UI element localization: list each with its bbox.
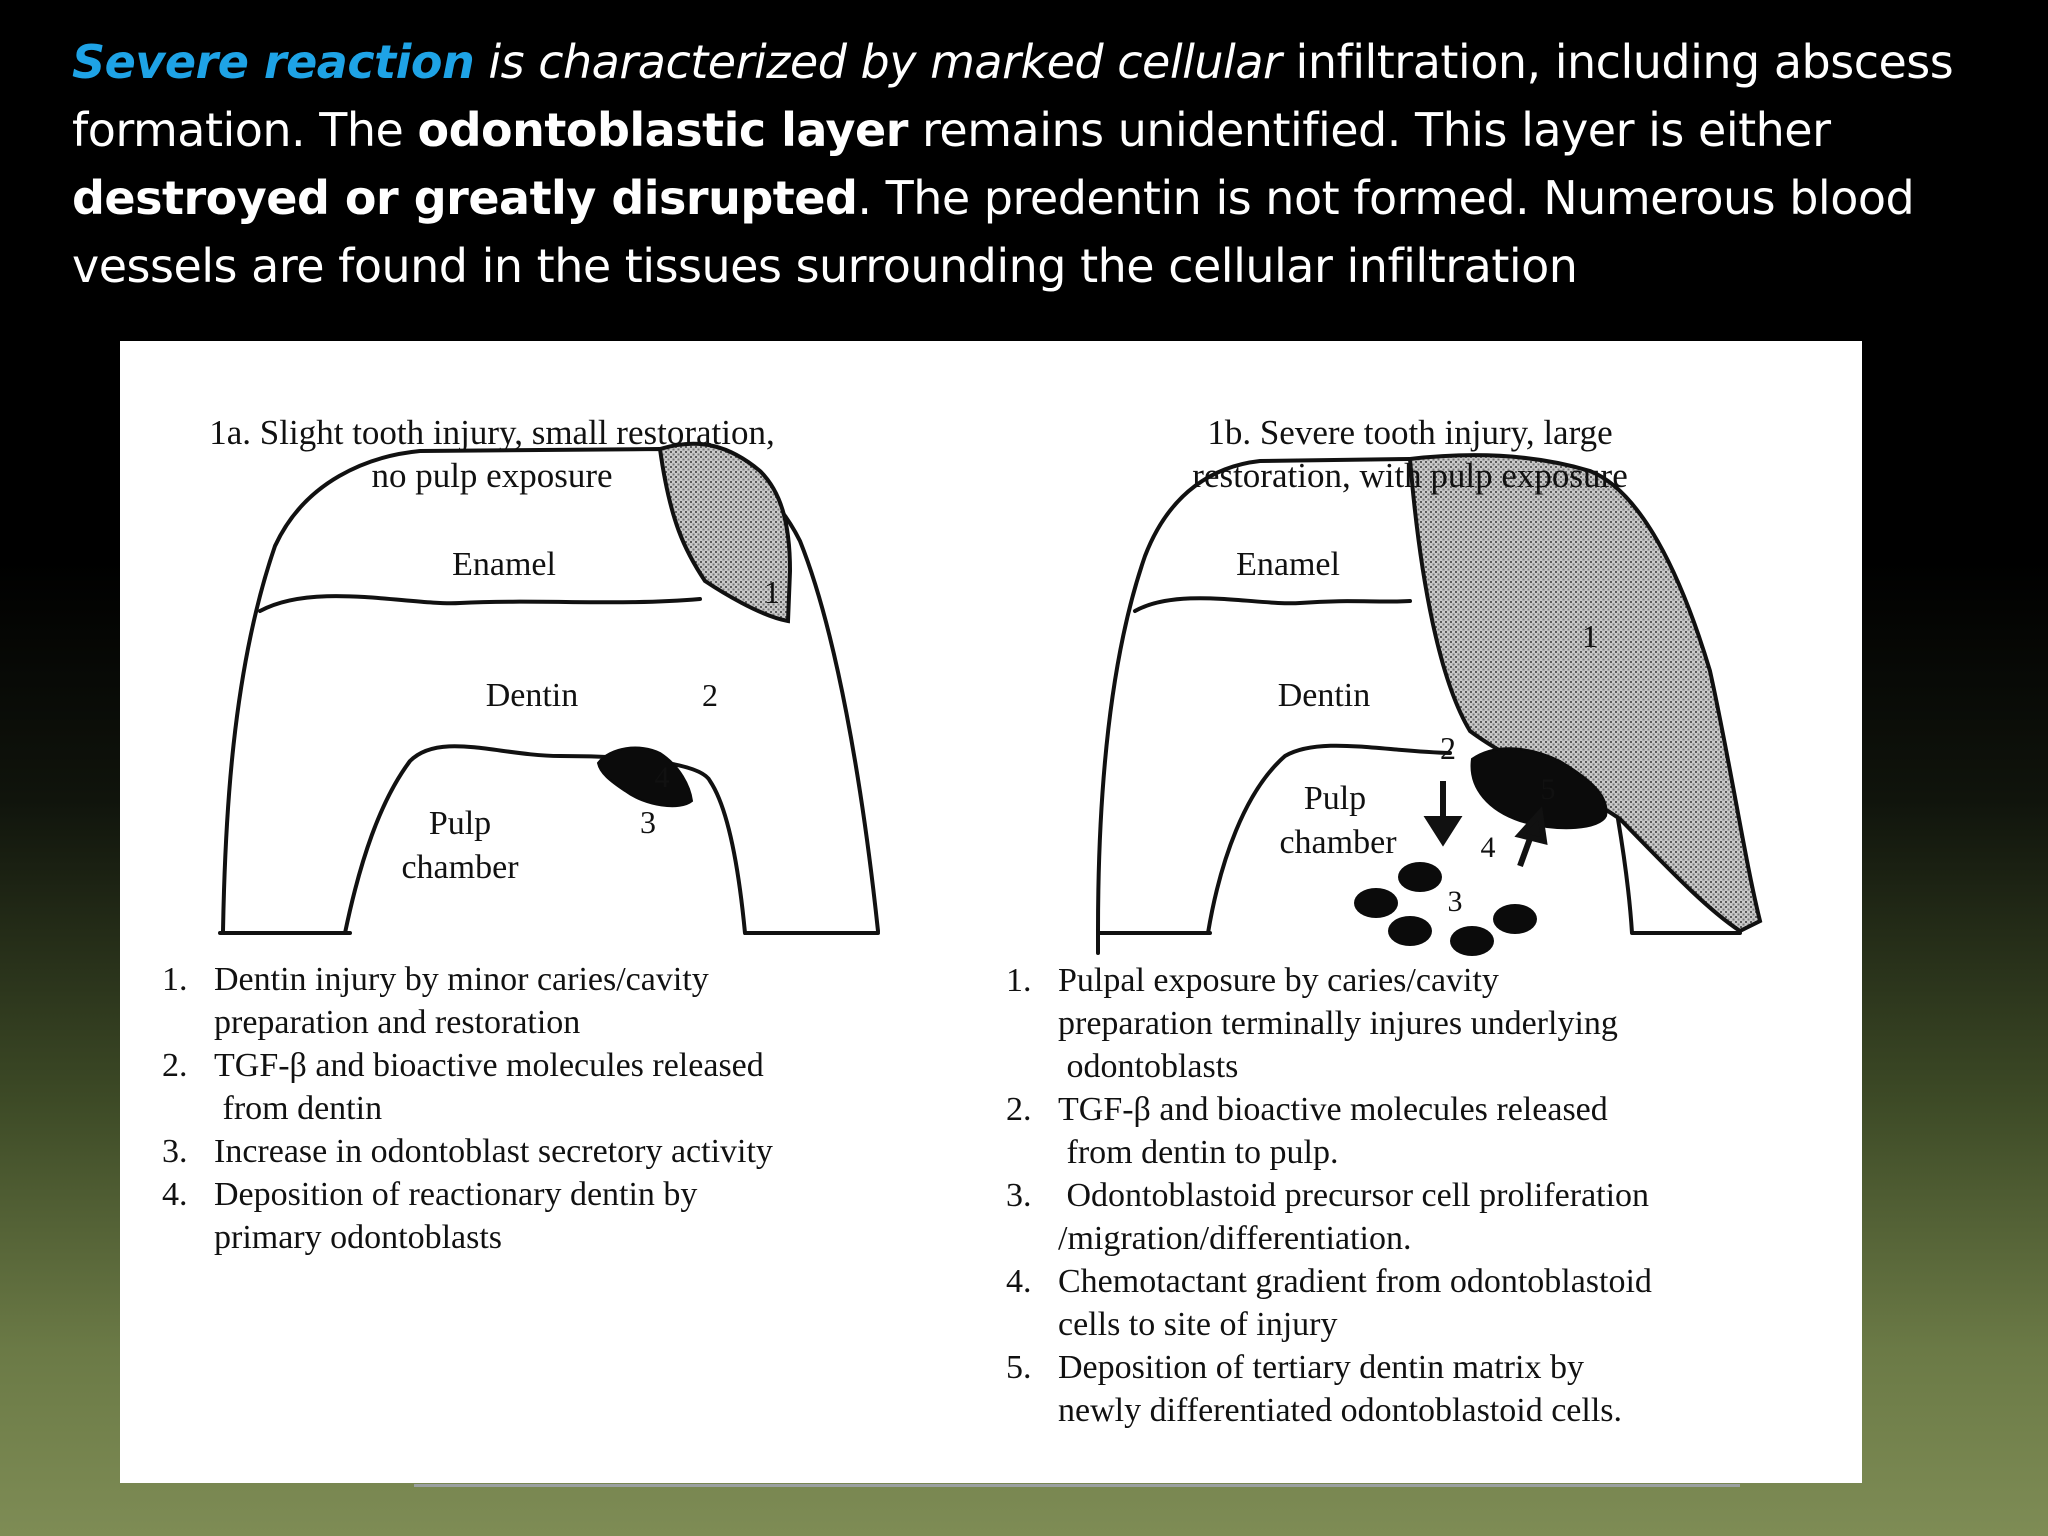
restoration-b bbox=[1410, 455, 1760, 931]
step-text: TGF-β and bioactive molecules released from dentin bbox=[214, 1047, 764, 1127]
marker-4-b: 4 bbox=[1480, 831, 1496, 864]
pulp-label-b: Pulp bbox=[1303, 780, 1367, 817]
cell bbox=[1388, 916, 1432, 946]
pulp-label-a: Pulp bbox=[428, 805, 492, 842]
panel-b-title bbox=[1170, 411, 1650, 497]
marker-4-a: 4 bbox=[654, 761, 670, 794]
step-text: Deposition of reactionary dentin by primary odontoblasts bbox=[214, 1176, 698, 1256]
caption-bold-destroyed: destroyed or greatly disrupted bbox=[72, 171, 858, 225]
marker-2-a: 2 bbox=[702, 677, 718, 713]
list-item bbox=[162, 1173, 773, 1259]
reactionary-dentin-a bbox=[598, 748, 692, 807]
list-item bbox=[1006, 959, 1652, 1088]
step-number: 3. bbox=[1006, 1177, 1032, 1214]
marker-2-b: 2 bbox=[1440, 730, 1456, 766]
panel-a-title-line2: no pulp exposure bbox=[371, 456, 613, 495]
step-number: 1. bbox=[1006, 962, 1032, 999]
step-number: 4. bbox=[1006, 1263, 1032, 1300]
list-item bbox=[162, 958, 773, 1044]
figure-bottom-rule bbox=[414, 1484, 1740, 1487]
enamel-label-a: Enamel bbox=[452, 546, 556, 583]
dentin-label-b: Dentin bbox=[1277, 677, 1371, 714]
tooth-a-pulp-roof bbox=[345, 746, 745, 933]
step-number: 3. bbox=[162, 1133, 188, 1170]
list-item bbox=[1006, 1174, 1652, 1260]
panel-b-title-line2: restoration, with pulp exposure bbox=[1192, 456, 1628, 495]
marker-3-b: 3 bbox=[1447, 885, 1463, 918]
cell bbox=[1354, 888, 1398, 918]
chamber-label-a: chamber bbox=[401, 849, 519, 886]
caption-bold-odontoblastic: odontoblastic layer bbox=[417, 103, 908, 157]
cell bbox=[1493, 904, 1537, 934]
panel-b-steps bbox=[1006, 959, 1652, 1432]
marker-5-b: 5 bbox=[1540, 773, 1556, 806]
panel-a-steps bbox=[162, 958, 773, 1259]
step-text: Dentin injury by minor caries/cavity preparation and restoration bbox=[214, 961, 709, 1041]
arrow-2-head bbox=[1429, 819, 1457, 841]
step-number: 5. bbox=[1006, 1349, 1032, 1386]
step-text: TGF-β and bioactive molecules released from dentin to pulp. bbox=[1058, 1091, 1608, 1171]
step-text: Deposition of tertiary dentin matrix by newly differentiated odontoblastoid cells. bbox=[1058, 1349, 1623, 1429]
caption-highlight: Severe reaction bbox=[72, 35, 475, 89]
step-text: Pulpal exposure by caries/cavity preparation terminally injures underlying odontoblasts bbox=[1058, 962, 1618, 1085]
list-item bbox=[1006, 1088, 1652, 1174]
step-number: 4. bbox=[162, 1176, 188, 1213]
list-item bbox=[1006, 1260, 1652, 1346]
list-item bbox=[162, 1130, 773, 1173]
caption-italic: is characterized by marked cellular bbox=[474, 35, 1282, 89]
tooth-a-dej bbox=[260, 596, 700, 611]
chamber-label-b: chamber bbox=[1279, 824, 1397, 861]
step-number: 2. bbox=[162, 1047, 188, 1084]
panel-a-title bbox=[172, 411, 812, 497]
tooth-b-dej bbox=[1135, 598, 1410, 611]
step-number: 2. bbox=[1006, 1091, 1032, 1128]
cell bbox=[1398, 862, 1442, 892]
step-text: Increase in odontoblast secretory activity bbox=[214, 1133, 773, 1170]
caption-text: infiltration, including abscess formation. The bbox=[72, 35, 1954, 157]
panel-a-title-line1: 1a. Slight tooth injury, small restoration, bbox=[209, 413, 775, 452]
list-item bbox=[1006, 1346, 1652, 1432]
slide-caption bbox=[72, 28, 2002, 300]
panel-b-title-line1: 1b. Severe tooth injury, large bbox=[1207, 413, 1613, 452]
odontoblastoid-cells-b bbox=[1354, 862, 1537, 956]
cell bbox=[1450, 926, 1494, 956]
marker-1-b: 1 bbox=[1582, 618, 1598, 654]
enamel-label-b: Enamel bbox=[1236, 546, 1340, 583]
caption-text: remains unidentified. This layer is either bbox=[907, 103, 1831, 157]
dentin-label-a: Dentin bbox=[485, 677, 579, 714]
marker-1-a: 1 bbox=[764, 574, 780, 610]
tooth-injury-figure bbox=[120, 341, 1862, 1483]
step-number: 1. bbox=[162, 961, 188, 998]
step-text: Chemotactant gradient from odontoblastoid cells to site of injury bbox=[1058, 1263, 1652, 1343]
marker-3-a: 3 bbox=[640, 804, 656, 840]
step-text: Odontoblastoid precursor cell proliferation /migration/differentiation. bbox=[1058, 1177, 1650, 1257]
list-item bbox=[162, 1044, 773, 1130]
caption-text: . The predentin is not formed. Numerous blood vessels are found in the tissues surrounding the cellular infiltration bbox=[72, 171, 1915, 293]
